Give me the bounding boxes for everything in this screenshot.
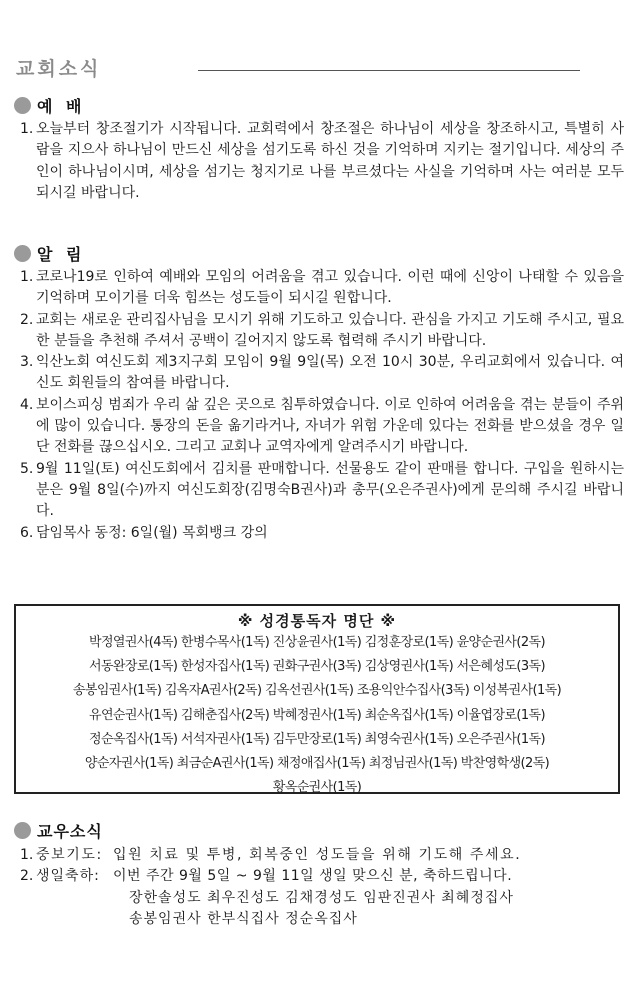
notice-section [14,242,624,544]
item-text: 코로나19로 인하여 예배와 모임의 어려움을 겪고 있습니다. 이런 때에 신앙이 나태할 수 있음을 기억하며 모이기를 더욱 힘쓰는 성도들이 되시길 원합니다. [36,269,624,307]
worship-section [14,94,624,204]
notice-item [14,267,624,310]
worship-item [14,119,624,204]
worship-heading [14,94,624,116]
item-label: 생일축하: [36,868,100,885]
item-number: 5. [20,460,34,477]
item-text: 이번 주간 9월 5일 ~ 9월 11일 생일 맞으신 분, 축하드립니다. [113,868,513,885]
notice-item [14,523,624,544]
notice-item [14,310,624,353]
item-number: 1. [20,847,34,863]
item-number: 2. [20,311,34,328]
notice-list [14,267,624,544]
page-header [16,54,616,84]
bible-reader-line: 유연순권사(1독) 김해춘집사(2독) 박혜정권사(1독) 최순옥집사(1독) 이율엽장로(1독) [89,707,545,723]
item-text: 교회는 새로운 관리집사님을 모시기 위해 기도하고 있습니다. 관심을 가지고 기도해 주시고, 필요한 분들을 추천해 주셔서 공백이 길어지지 않도록 협력해 주시기 바랍니다. [36,311,624,349]
item-text: 보이스피싱 범죄가 우리 삶 깊은 곳으로 침투하였습니다. 이로 인하여 어려움을 겪는 분들이 주위에 많이 있습니다. 통장의 돈을 옮기라거나, 자녀가 위험 가운데 있다는 전화를 받으셨을 경우 일단 전화를 끊으십시오. 그리고 교회나 교역자에게 알려주시기 바랍니다. [36,396,624,456]
bible-reading-box [14,604,620,794]
item-number: 3. [20,354,34,371]
circle-bullet-icon [14,822,31,839]
circle-bullet-icon [14,97,31,114]
bible-reader-line: 양순자권사(1독) 최금순A권사(1독) 채정애집사(1독) 최정님권사(1독) 박찬영학생(2독) [84,756,550,772]
worship-list [14,119,624,204]
notice-title: 알 림 [37,244,86,264]
item-text: 9월 11일(토) 여신도회에서 김치를 판매합니다. 선물용도 같이 판매를 합니다. 구입을 원하시는 분은 9월 8일(수)까지 여신도회장(김명숙B권사)과 총무(오은주권사)에게 문의해 주시길 바랍니다. [36,460,624,520]
notice-item [14,459,624,523]
item-text: 담임목사 동정: 6일(월) 목회뱅크 강의 [36,524,268,541]
item-number: 1. [20,121,34,137]
item-label: 중보기도: [36,847,103,863]
bible-reader-line: 박정열권사(4독) 한병수목사(1독) 진상윤권사(1독) 김정훈장로(1독) 윤양순권사(2독) [89,635,545,650]
item-number: 2. [20,868,34,885]
bible-reader-line: 서동완장로(1독) 한성자집사(1독) 권화구권사(3독) 김상영권사(1독) 서은혜성도(3독) [89,659,545,675]
members-news-list [14,845,624,930]
item-number: 6. [20,524,34,541]
birthday-item [14,866,624,887]
notice-item [14,352,624,395]
notice-heading [14,242,624,264]
item-text: 익산노회 여신도회 제3지구회 모임이 9월 9일(목) 오전 10시 30분, 우리교회에서 있습니다. 여신도 회원들의 참여를 바랍니다. [36,354,624,392]
header-divider [198,70,580,71]
circle-bullet-icon [14,245,31,262]
birthday-names-line: 송봉임권사 한부식집사 정순옥집사 [129,910,358,927]
item-number: 4. [20,396,34,413]
notice-item [14,395,624,459]
item-number: 1. [20,269,34,285]
bible-reader-line: 황옥순권사(1독) [272,780,362,796]
prayer-request-item [14,845,624,866]
bible-reading-title: ※ 성경통독자 명단 ※ [237,612,397,630]
bible-reader-line: 정순옥집사(1독) 서석자권사(1독) 김두만장로(1독) 최영숙권사(1독) 오은주권사(1독) [89,731,545,747]
members-news-heading [14,819,624,841]
members-news-section [14,819,624,930]
worship-title: 예 배 [37,96,86,116]
page-title: 교회소식 [16,58,102,80]
item-text: 입원 치료 및 투병, 회복중인 성도들을 위해 기도해 주세요. [113,847,522,863]
bible-reader-line: 송봉임권사(1독) 김옥자A권사(2독) 김옥선권사(1독) 조용익안수집사(3독) 이성복권사(1독) [72,683,562,699]
item-text: 오늘부터 창조절기가 시작됩니다. 교회력에서 창조절은 하나님이 세상을 창조하시고, 특별히 사람을 지으사 하나님이 만드신 세상을 섬기도록 하신 것을 기억하며 지키는 절기입니다. 세상의 주인이 하나님이시며, 세상을 섬기는 청지기로 나를 부르셨다는 사실을 기억하며 사는 여러분 모두 되시길 바랍니다. [36,121,624,201]
members-news-title: 교우소식 [37,821,103,841]
birthday-names-line: 장한솔성도 최우진성도 김채경성도 임판진권사 최혜정집사 [129,889,514,906]
